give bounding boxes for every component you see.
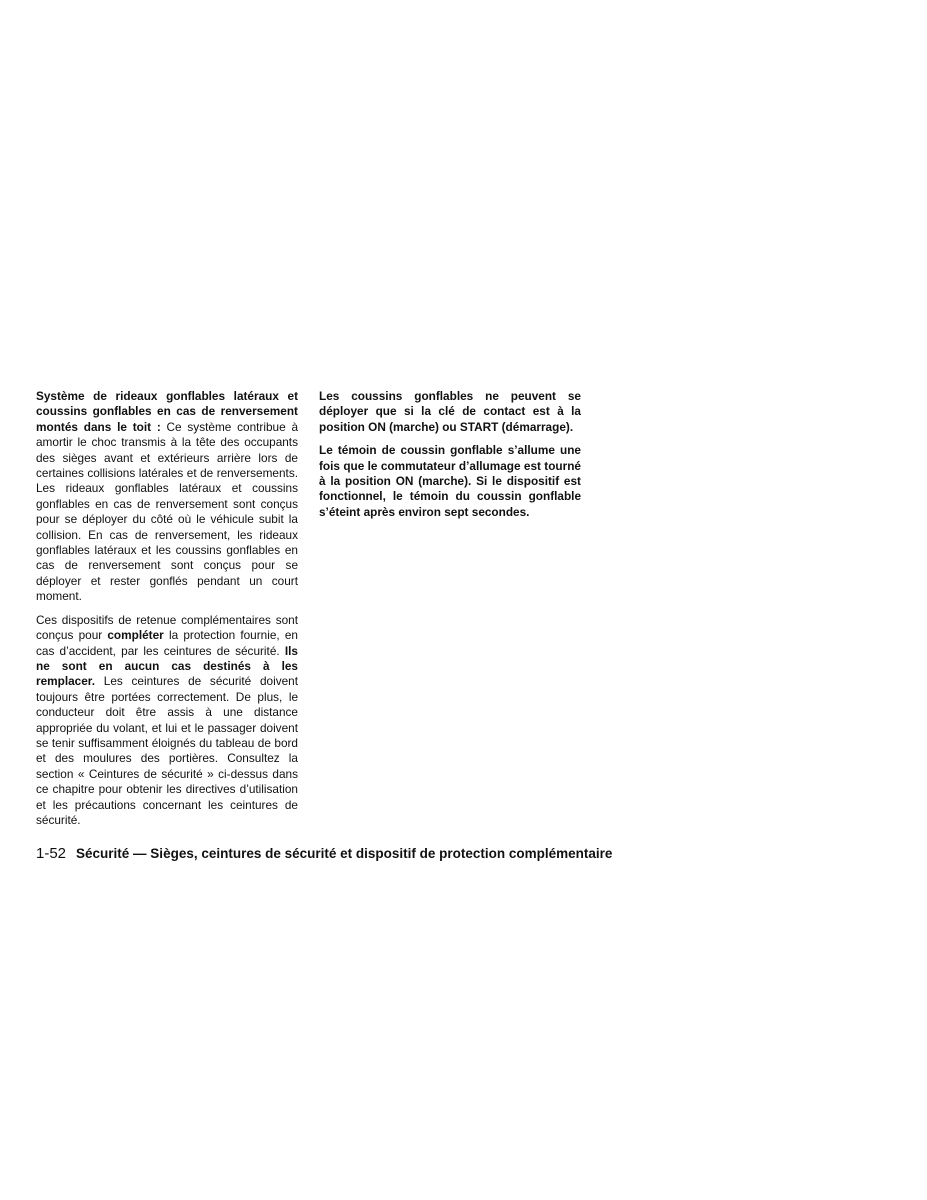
supplemental-restraint-paragraph bbox=[36, 613, 298, 829]
side-curtain-airbag-heading: Système de rideaux gonflables latéraux et coussins gonflables en cas de renversement montés dans le toit : bbox=[36, 389, 298, 434]
left-column bbox=[36, 389, 298, 836]
airbag-warning-light-paragraph: Le témoin de coussin gonflable s’allume une fois que le commutateur d’allumage est tourné à la position ON (marche). Si le dispositif est fonctionnel, le témoin du coussin gonflable s’éteint après environ sept secondes. bbox=[319, 443, 581, 519]
srs-text-3: Les ceintures de sécurité doivent toujours être portées correctement. De plus, le conducteur doit être assis à une distance appropriée du volant, et lui et le passager doivent se tenir suffisamment éloignés du tableau de bord et des moulures des portières. Consultez la section « Ceintures de sécurité » ci-dessus dans ce chapitre pour obtenir les directives d’utilisation et les précautions concernant les ceintures de sécurité. bbox=[36, 674, 298, 827]
page-footer bbox=[36, 845, 656, 863]
airbag-deploy-condition-paragraph: Les coussins gonflables ne peuvent se déployer que si la clé de contact est à la position ON (marche) ou START (démarrage). bbox=[319, 389, 581, 434]
side-curtain-airbag-body: Ce système contribue à amortir le choc transmis à la tête des occupants des sièges avant et extérieurs arrière lors de certaines collisions latérales et de renversements. Les rideaux gonflables latéraux et coussins gonflables en cas de renversement sont conçus pour se déployer du côté où le véhicule subit la collision. En cas de renversement, les rideaux gonflables latéraux et les coussins gonflables en cas de renversement sont conçus pour se déployer et rester gonflés pendant un court moment. bbox=[36, 419, 298, 604]
section-title: Sécurité — Sièges, ceintures de sécurité et dispositif de protection complémentaire bbox=[76, 846, 613, 861]
right-column bbox=[319, 389, 581, 528]
srs-text-2: la protection fournie, en cas d’accident, par les ceintures de sécurité. bbox=[36, 628, 298, 658]
srs-text-1: Ces dispositifs de retenue complémentaires sont conçus pour bbox=[36, 612, 298, 643]
page-number: 1-52 bbox=[36, 845, 67, 862]
srs-bold-not-replace: Ils ne sont en aucun cas destinés à les remplacer. bbox=[36, 643, 298, 689]
side-curtain-airbag-paragraph bbox=[36, 389, 298, 605]
srs-bold-complement: compléter bbox=[107, 628, 164, 643]
